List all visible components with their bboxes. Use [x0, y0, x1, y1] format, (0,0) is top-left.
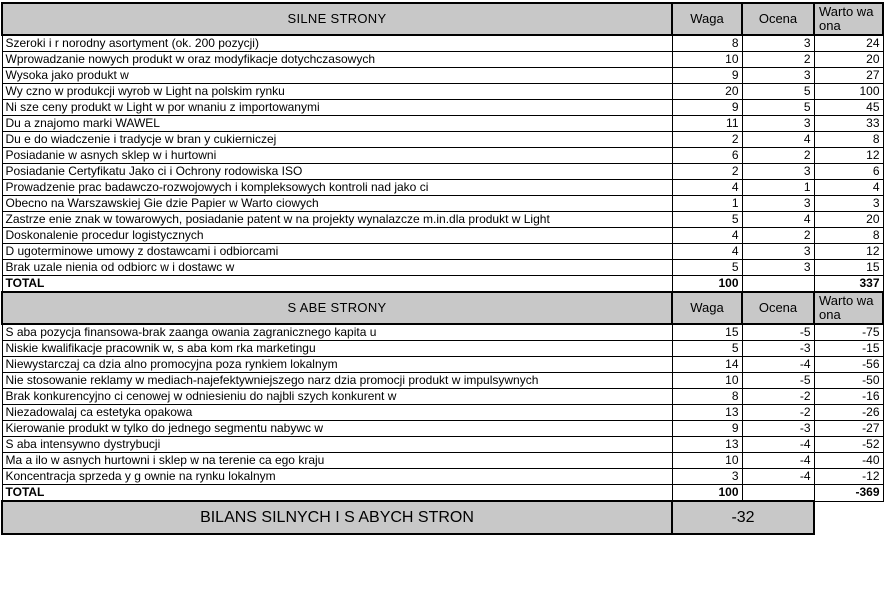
row-waga: 9 — [672, 421, 742, 437]
table-row — [2, 212, 883, 228]
table-row — [2, 196, 883, 212]
table-row — [2, 116, 883, 132]
row-wartosc: -12 — [814, 469, 883, 485]
row-wartosc: 15 — [814, 260, 883, 276]
row-label: Brak konkurencyjno ci cenowej w odniesieniu do najbli szych konkurent w — [2, 389, 672, 405]
row-waga: 13 — [672, 405, 742, 421]
row-wartosc: -52 — [814, 437, 883, 453]
balance-value: -32 — [672, 501, 814, 534]
row-wartosc: -27 — [814, 421, 883, 437]
row-label: Doskonalenie procedur logistycznych — [2, 228, 672, 244]
total-ocena — [742, 485, 814, 502]
row-waga: 10 — [672, 373, 742, 389]
row-label: S aba intensywno dystrybucji — [2, 437, 672, 453]
row-ocena: 3 — [742, 244, 814, 260]
row-label: Nie stosowanie reklamy w mediach-najefektywniejszego narz dzia promocji produkt w impulsywnych — [2, 373, 672, 389]
table-row — [2, 357, 883, 373]
wartosc-header: Warto wa ona — [814, 3, 883, 35]
row-waga: 5 — [672, 341, 742, 357]
row-waga: 13 — [672, 437, 742, 453]
row-waga: 2 — [672, 164, 742, 180]
table-row — [2, 260, 883, 276]
table-row — [2, 244, 883, 260]
total-row — [2, 485, 883, 502]
wartosc-header: Warto wa ona — [814, 292, 883, 324]
row-waga: 4 — [672, 228, 742, 244]
row-ocena: 3 — [742, 196, 814, 212]
row-label: Prowadzenie prac badawczo-rozwojowych i kompleksowych kontroli nad jako ci — [2, 180, 672, 196]
row-waga: 9 — [672, 100, 742, 116]
row-ocena: -4 — [742, 357, 814, 373]
row-wartosc: 20 — [814, 212, 883, 228]
row-ocena: 5 — [742, 84, 814, 100]
row-waga: 5 — [672, 260, 742, 276]
table-row — [2, 421, 883, 437]
waga-header: Waga — [672, 3, 742, 35]
row-waga: 4 — [672, 180, 742, 196]
row-label: Ni sze ceny produkt w Light w por wnaniu z importowanymi — [2, 100, 672, 116]
row-waga: 9 — [672, 68, 742, 84]
total-label: TOTAL — [2, 276, 672, 293]
row-wartosc: 3 — [814, 196, 883, 212]
row-wartosc: -26 — [814, 405, 883, 421]
row-waga: 8 — [672, 35, 742, 52]
row-ocena: 1 — [742, 180, 814, 196]
table-row — [2, 453, 883, 469]
balance-row — [2, 501, 883, 534]
balance-label: BILANS SILNYCH I S ABYCH STRON — [2, 501, 672, 534]
total-waga: 100 — [672, 276, 742, 293]
row-label: Szeroki i r norodny asortyment (ok. 200 pozycji) — [2, 35, 672, 52]
row-waga: 10 — [672, 453, 742, 469]
row-waga: 6 — [672, 148, 742, 164]
total-row — [2, 276, 883, 293]
row-ocena: -3 — [742, 421, 814, 437]
row-wartosc: 4 — [814, 180, 883, 196]
ocena-header: Ocena — [742, 292, 814, 324]
table-row — [2, 35, 883, 52]
table-row — [2, 180, 883, 196]
row-wartosc: 24 — [814, 35, 883, 52]
table-row — [2, 52, 883, 68]
row-label: Wy czno w produkcji wyrob w Light na polskim rynku — [2, 84, 672, 100]
row-wartosc: -16 — [814, 389, 883, 405]
table-row — [2, 148, 883, 164]
balance-section — [2, 501, 883, 534]
row-label: Zastrze enie znak w towarowych, posiadanie patent w na projekty wynalazcze m.in.dla produkt w Light — [2, 212, 672, 228]
table-row — [2, 68, 883, 84]
total-ocena — [742, 276, 814, 293]
row-ocena: 3 — [742, 35, 814, 52]
row-ocena: 2 — [742, 228, 814, 244]
row-ocena: 3 — [742, 260, 814, 276]
row-ocena: 2 — [742, 52, 814, 68]
row-label: Niezadowalaj ca estetyka opakowa — [2, 405, 672, 421]
row-wartosc: -56 — [814, 357, 883, 373]
swot-table — [1, 2, 884, 535]
table-row — [2, 437, 883, 453]
row-label: Du e do wiadczenie i tradycje w bran y cukierniczej — [2, 132, 672, 148]
row-wartosc: -50 — [814, 373, 883, 389]
row-label: Posiadanie Certyfikatu Jako ci i Ochrony rodowiska ISO — [2, 164, 672, 180]
row-waga: 4 — [672, 244, 742, 260]
row-label: Du a znajomo marki WAWEL — [2, 116, 672, 132]
waga-header: Waga — [672, 292, 742, 324]
row-label: D ugoterminowe umowy z dostawcami i odbiorcami — [2, 244, 672, 260]
row-label: S aba pozycja finansowa-brak zaanga owania zagranicznego kapita u — [2, 324, 672, 341]
row-label: Posiadanie w asnych sklep w i hurtowni — [2, 148, 672, 164]
row-label: Niskie kwalifikacje pracownik w, s aba kom rka marketingu — [2, 341, 672, 357]
row-label: Obecno na Warszawskiej Gie dzie Papier w Warto ciowych — [2, 196, 672, 212]
strengths-header-row — [2, 3, 883, 35]
row-waga: 8 — [672, 389, 742, 405]
row-wartosc: -15 — [814, 341, 883, 357]
row-wartosc: 33 — [814, 116, 883, 132]
row-wartosc: -75 — [814, 324, 883, 341]
row-ocena: -4 — [742, 437, 814, 453]
row-ocena: -5 — [742, 324, 814, 341]
balance-empty-cell — [814, 501, 883, 534]
row-ocena: 3 — [742, 68, 814, 84]
row-wartosc: 12 — [814, 244, 883, 260]
weaknesses-header-row — [2, 292, 883, 324]
row-ocena: -2 — [742, 405, 814, 421]
row-label: Wysoka jako produkt w — [2, 68, 672, 84]
row-ocena: -4 — [742, 469, 814, 485]
row-waga: 15 — [672, 324, 742, 341]
table-row — [2, 469, 883, 485]
row-label: Kierowanie produkt w tylko do jednego segmentu nabywc w — [2, 421, 672, 437]
total-label: TOTAL — [2, 485, 672, 502]
row-ocena: -4 — [742, 453, 814, 469]
table-row — [2, 132, 883, 148]
row-wartosc: 8 — [814, 132, 883, 148]
table-row — [2, 164, 883, 180]
row-wartosc: 12 — [814, 148, 883, 164]
total-wartosc: -369 — [814, 485, 883, 502]
row-label: Wprowadzanie nowych produkt w oraz modyfikacje dotychczasowych — [2, 52, 672, 68]
strengths-title: SILNE STRONY — [2, 3, 672, 35]
strengths-section — [2, 3, 883, 292]
row-wartosc: 27 — [814, 68, 883, 84]
row-wartosc: 8 — [814, 228, 883, 244]
row-ocena: 4 — [742, 132, 814, 148]
row-ocena: -5 — [742, 373, 814, 389]
row-ocena: 3 — [742, 116, 814, 132]
table-row — [2, 84, 883, 100]
row-ocena: 4 — [742, 212, 814, 228]
row-waga: 5 — [672, 212, 742, 228]
row-waga: 2 — [672, 132, 742, 148]
ocena-header: Ocena — [742, 3, 814, 35]
row-waga: 3 — [672, 469, 742, 485]
row-ocena: -3 — [742, 341, 814, 357]
row-waga: 10 — [672, 52, 742, 68]
row-label: Niewystarczaj ca dzia alno promocyjna poza rynkiem lokalnym — [2, 357, 672, 373]
row-wartosc: 6 — [814, 164, 883, 180]
total-wartosc: 337 — [814, 276, 883, 293]
row-ocena: -2 — [742, 389, 814, 405]
table-row — [2, 324, 883, 341]
row-ocena: 5 — [742, 100, 814, 116]
weaknesses-section — [2, 292, 883, 501]
row-label: Ma a ilo w asnych hurtowni i sklep w na terenie ca ego kraju — [2, 453, 672, 469]
row-waga: 20 — [672, 84, 742, 100]
table-row — [2, 389, 883, 405]
table-row — [2, 100, 883, 116]
row-ocena: 3 — [742, 164, 814, 180]
row-wartosc: 45 — [814, 100, 883, 116]
table-row — [2, 373, 883, 389]
row-wartosc: -40 — [814, 453, 883, 469]
row-label: Brak uzale nienia od odbiorc w i dostawc w — [2, 260, 672, 276]
row-label: Koncentracja sprzeda y g ownie na rynku lokalnym — [2, 469, 672, 485]
table-row — [2, 341, 883, 357]
row-ocena: 2 — [742, 148, 814, 164]
weaknesses-title: S ABE STRONY — [2, 292, 672, 324]
table-row — [2, 228, 883, 244]
row-wartosc: 20 — [814, 52, 883, 68]
row-waga: 14 — [672, 357, 742, 373]
total-waga: 100 — [672, 485, 742, 502]
table-row — [2, 405, 883, 421]
row-waga: 11 — [672, 116, 742, 132]
row-waga: 1 — [672, 196, 742, 212]
row-wartosc: 100 — [814, 84, 883, 100]
